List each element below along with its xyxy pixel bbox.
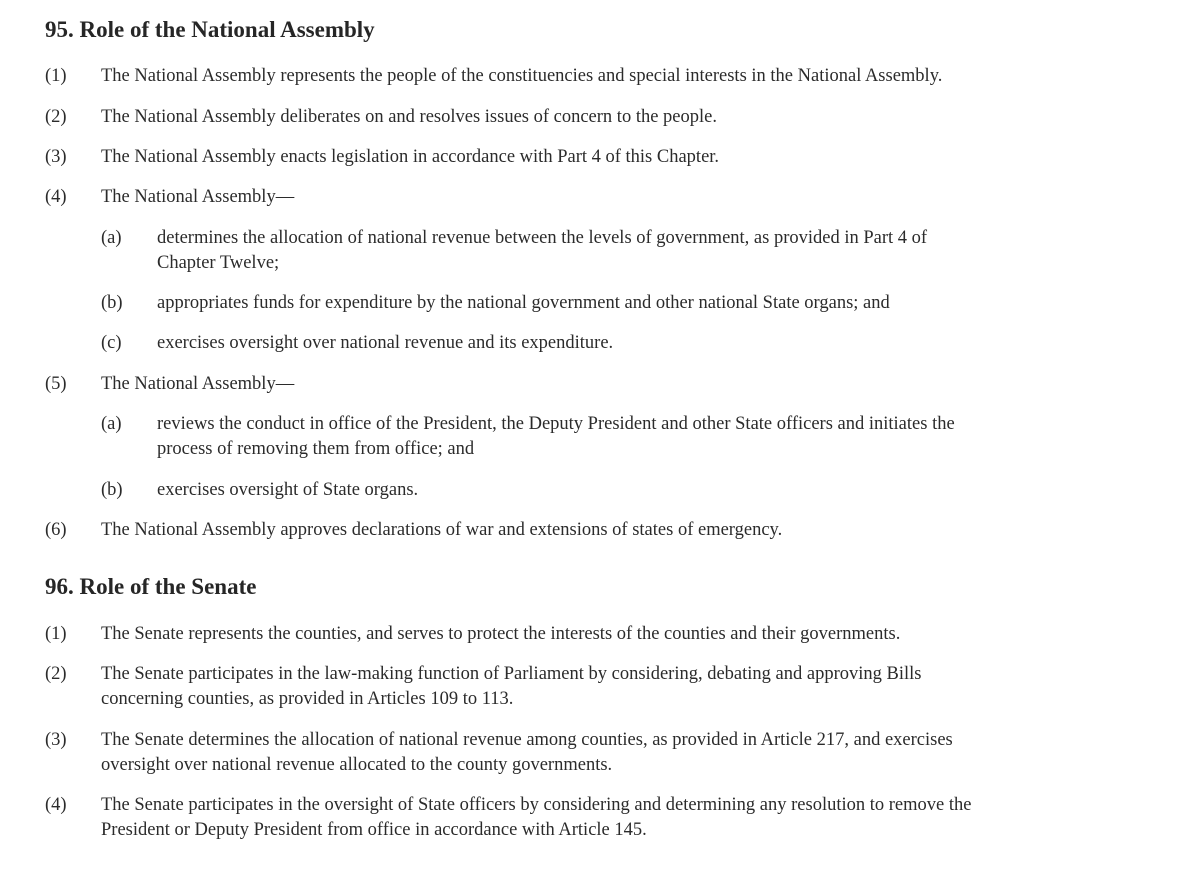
text-line: process of removing them from office; and	[157, 439, 475, 459]
subclause-letter: (b)	[101, 480, 123, 500]
clause-text	[101, 728, 1091, 778]
clause-number: (3)	[45, 147, 67, 167]
clause-text: The National Assembly deliberates on and resolves issues of concern to the people.	[101, 107, 717, 127]
text-line: determines the allocation of national revenue between the levels of government, as provided in Part 4 of	[157, 228, 928, 248]
text-line: The Senate participates in the oversight of State officers by considering and determining any resolution to remove the	[101, 795, 972, 815]
text-line: concerning counties, as provided in Articles 109 to 113.	[101, 689, 514, 709]
subclause-text: exercises oversight over national revenue and its expenditure.	[157, 333, 614, 353]
text-line: The Senate determines the allocation of national revenue among counties, as provided in Article 217, and exercises	[101, 730, 953, 750]
subclause-text: appropriates funds for expenditure by the national government and other national State organs; and	[157, 293, 890, 313]
subclause-text: exercises oversight of State organs.	[157, 480, 419, 500]
clause-number: (1)	[45, 66, 67, 86]
clause-text	[101, 793, 1091, 843]
clause-number: (4)	[45, 187, 67, 207]
clause-text: The National Assembly—	[101, 374, 295, 394]
clause-text: The National Assembly enacts legislation in accordance with Part 4 of this Chapter.	[101, 147, 720, 167]
clause-number: (4)	[45, 795, 67, 815]
text-line: President or Deputy President from office in accordance with Article 145.	[101, 820, 647, 840]
clause-number: (6)	[45, 520, 67, 540]
clause-text: The National Assembly—	[101, 187, 295, 207]
text-line: oversight over national revenue allocated to the county governments.	[101, 755, 613, 775]
section-96-heading: 96. Role of the Senate	[45, 574, 257, 599]
clause-number: (2)	[45, 664, 67, 684]
clause-text: The Senate represents the counties, and serves to protect the interests of the counties and their governments.	[101, 624, 901, 644]
clause-number: (1)	[45, 624, 67, 644]
clause-number: (2)	[45, 107, 67, 127]
clause-text: The National Assembly represents the people of the constituencies and special interests in the National Assembly.	[101, 66, 943, 86]
section-95-heading: 95. Role of the National Assembly	[45, 17, 375, 42]
subclause-text	[157, 226, 1057, 276]
subclause-letter: (a)	[101, 228, 122, 248]
text-line: The Senate participates in the law-making function of Parliament by considering, debating and approving Bills	[101, 664, 922, 684]
text-line: reviews the conduct in office of the President, the Deputy President and other State officers and initiates the	[157, 414, 955, 434]
subclause-text	[157, 412, 1057, 462]
subclause-letter: (c)	[101, 333, 122, 353]
text-line: Chapter Twelve;	[157, 253, 280, 273]
subclause-letter: (b)	[101, 293, 123, 313]
clause-number: (3)	[45, 730, 67, 750]
clause-number: (5)	[45, 374, 67, 394]
subclause-letter: (a)	[101, 414, 122, 434]
clause-text	[101, 662, 1091, 712]
clause-text: The National Assembly approves declarations of war and extensions of states of emergency.	[101, 520, 783, 540]
